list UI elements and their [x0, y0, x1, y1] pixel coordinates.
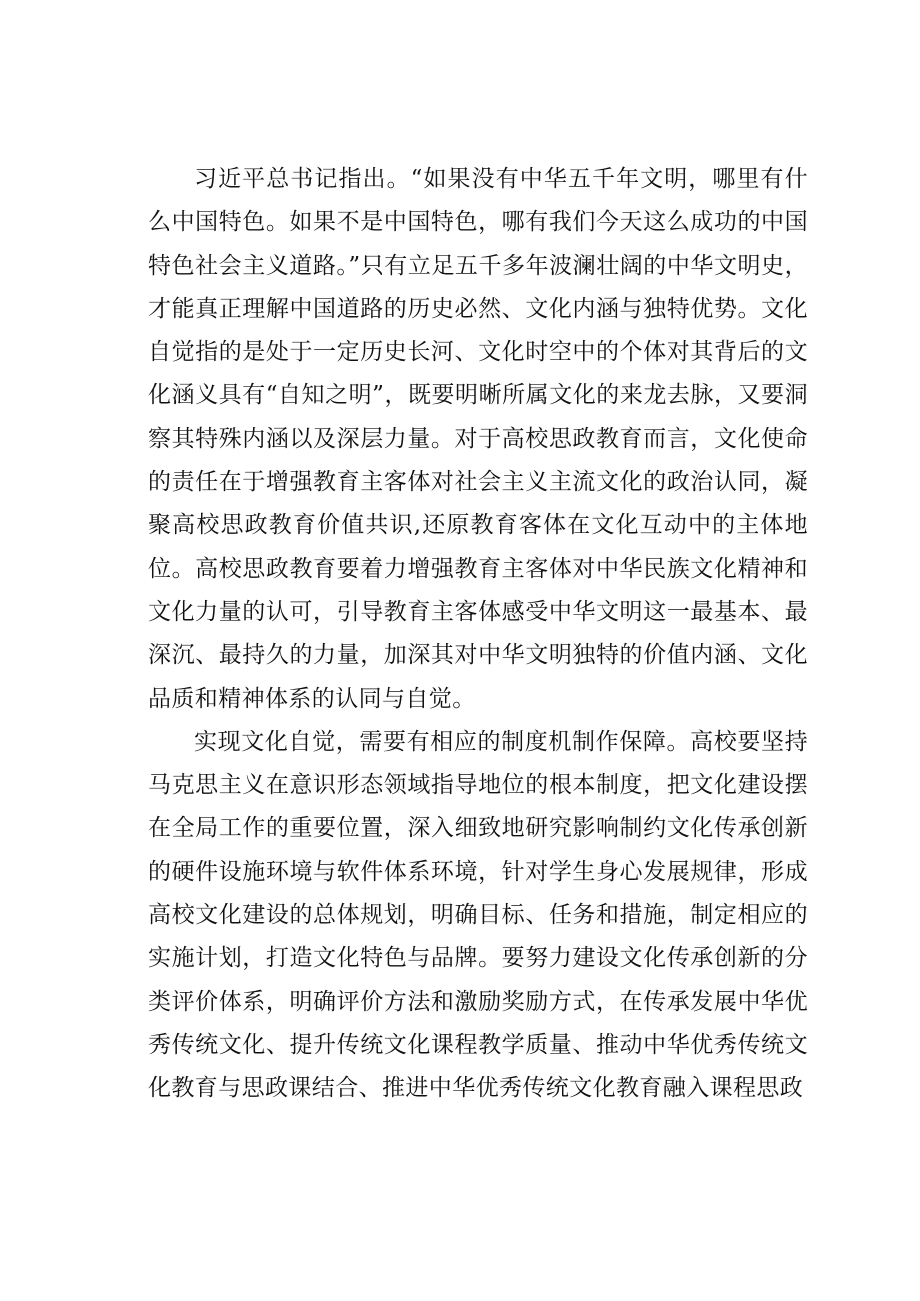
paragraph-2: 实现文化自觉，需要有相应的制度机制作保障。高校要坚持马克思主义在意识形态领域指导地位的根本制度，把文化建设摆在全局工作的重要位置，深入细致地研究影响制约文化传承创新的硬件设施环境与软件体系环境，针对学生身心发展规律，形成高校文化建设的总体规划，明确目标、任务和措施，制定相应的实施计划，打造文化特色与品牌。要努力建设文化传承创新的分类评价体系，明确评价方法和激励奖励方式，在传承发展中华优秀传统文化、提升传统文化课程教学质量、推动中华优秀传统文化教育与思政课结合、推进中华优秀传统文化教育融入课程思政 [148, 728, 808, 1102]
paragraph-1: 习近平总书记指出。“如果没有中华五千年文明，哪里有什么中国特色。如果不是中国特色，哪有我们今天这么成功的中国特色社会主义道路。”只有立足五千多年波澜壮阔的中华文明史，才能真正理解中国道路的历史必然、文化内涵与独特优势。文化自觉指的是处于一定历史长河、文化时空中的个体对其背后的文化涵义具有“自知之明”，既要明晰所属文化的来龙去脉，又要洞察其特殊内涵以及深层力量。对于高校思政教育而言，文化使命的责任在于增强教育主客体对社会主义主流文化的政治认同，凝聚高校思政教育价值共识,还原教育客体在文化互动中的主体地位。高校思政教育要着力增强教育主客体对中华民族文化精神和文化力量的认可，引导教育主客体感受中华文明这一最基本、最深沉、最持久的力量，加深其对中华文明独特的价值内涵、文化品质和精神体系的认同与自觉。 [148, 166, 808, 712]
document-body [148, 158, 808, 1111]
